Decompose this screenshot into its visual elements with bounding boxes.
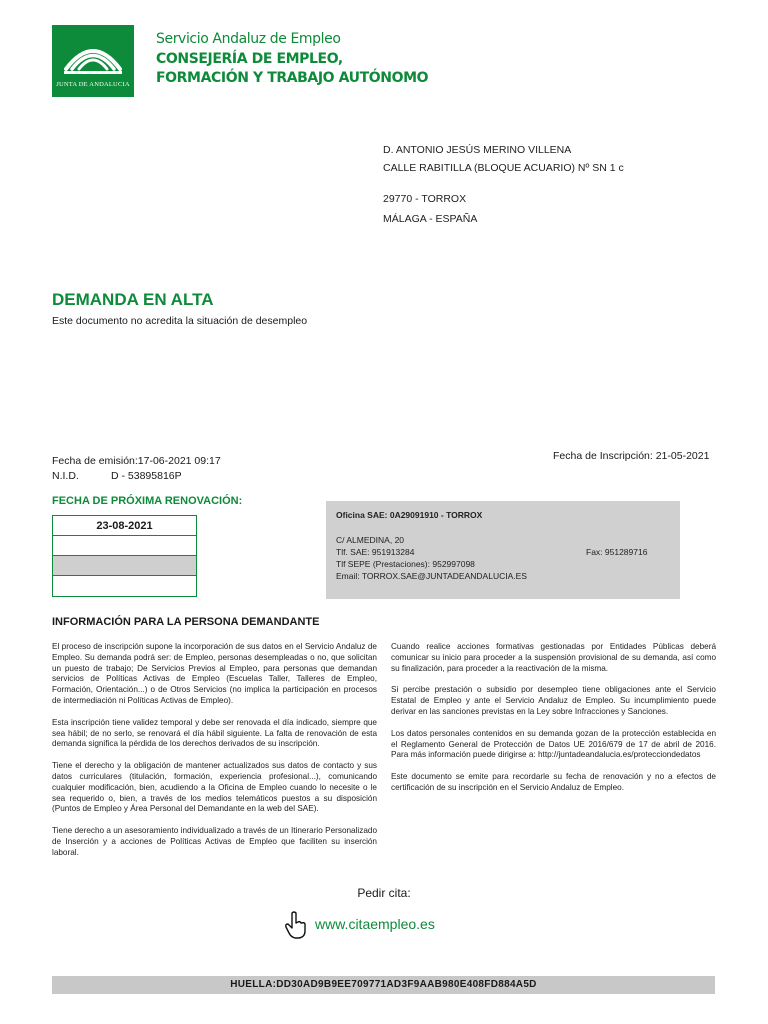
document-title: DEMANDA EN ALTA [52, 290, 214, 309]
renewal-label: FECHA DE PRÓXIMA RENOVACIÓN: [52, 495, 243, 507]
info-paragraph: Si percibe prestación o subsidio por desempleo tiene obligaciones ante el Servicio Estatal de Empleo y ante el Servicio Andaluz de Empleo. Su incumplimiento puede derivar en las sanciones previstas en la Ley sobre Infracciones y Sanciones. [391, 685, 716, 716]
info-paragraph: Tiene derecho a un asesoramiento individualizado a través de un Itinerario Personalizado de Inserción y a acciones de Políticas Activas de Empleo que faciliten su inserción laboral. [52, 826, 377, 857]
office-name: Oficina SAE: 0A29091910 - TORROX [336, 510, 483, 520]
nid-value: D - 53895816P [111, 470, 182, 482]
renewal-row [53, 556, 196, 576]
logo-text: JUNTA DE ANDALUCIA [56, 81, 130, 88]
office-box [326, 501, 680, 599]
info-paragraph: El proceso de inscripción supone la incorporación de sus datos en el Servicio Andaluz de Empleo. Su demanda podrá ser: de Empleo, personas desempleadas o no, que solicitan un puesto de trabajo; De Servicios Previos al Empleo, para personas que demandan servicios de Políticas Activas de Empleo (Escuelas Taller, Talleres de Empleo, Formación, Orientación...) o de Otros Servicios (no implica la participación en procesos de intermediación ni Políticas Activas de Empleo). [52, 642, 377, 705]
info-paragraph: Los datos personales contenidos en su demanda gozan de la protección establecida en el Reglamento General de Protección de Datos UE 2016/679 de 17 de abril de 2016. Para más información puede dirigirse a: http://juntadeandalucia.es/protecciondedatos [391, 728, 716, 760]
renewal-date: 23-08-2021 [96, 520, 153, 532]
cita-label: Pedir cita: [357, 886, 411, 900]
info-paragraph: Este documento se emite para recordarle su fecha de renovación y no a efectos de certificación de su inscripción en el Servicio Andaluz de Empleo. [391, 772, 716, 792]
ministry-line-1: CONSEJERÍA DE EMPLEO, [156, 51, 343, 67]
office-tel-sae: Tlf. SAE: 951913284 [336, 547, 415, 557]
renewal-row [53, 536, 196, 556]
hand-pointer-icon [284, 911, 308, 944]
renewal-table [52, 515, 197, 597]
nid-label: N.I.D. [52, 470, 79, 482]
inscription-date: Fecha de Inscripción: 21-05-2021 [553, 450, 710, 462]
recipient-street: CALLE RABITILLA (BLOQUE ACUARIO) Nº SN 1 c [383, 162, 624, 174]
office-tel-sepe: Tlf SEPE (Prestaciones): 952997098 [336, 559, 475, 569]
info-paragraph: Esta inscripción tiene validez temporal y debe ser renovada el día indicado, siempre que sea hábil; de no serlo, se renovará el día hábil siguiente. La falta de renovación de esta demanda significa la pérdida de los derechos derivados de su inscripción. [52, 717, 377, 749]
agency-name: Servicio Andaluz de Empleo [156, 31, 341, 47]
info-title: INFORMACIÓN PARA LA PERSONA DEMANDANTE [52, 616, 320, 628]
office-street: C/ ALMEDINA, 20 [336, 535, 405, 545]
document-subtitle: Este documento no acredita la situación de desempleo [52, 315, 308, 327]
info-paragraph: Cuando realice acciones formativas gestionadas por Entidades Públicas deberá comunicar su inicio para proceder a la suspensión provisional de su demanda, así como su finalización, para proceder a la reactivación de la misma. [391, 642, 716, 673]
info-paragraph: Tiene el derecho y la obligación de mantener actualizados sus datos de contacto y sus datos curriculares (titulación, formación, experiencia profesional...), comunicando cualquier modificación, bien, acudiendo a la Oficina de Empleo cuando lo necesite o le sea requerido o, bien, a través de los medios telemáticos puestos a su disposición (Puntos de Empleo y Área Personal del Demandante en la web del SAE). [52, 761, 377, 814]
info-right-column [391, 642, 716, 805]
junta-andalucia-logo [52, 25, 134, 97]
ministry-line-2: FORMACIÓN Y TRABAJO AUTÓNOMO [156, 70, 429, 86]
recipient-region: MÁLAGA - ESPAÑA [383, 213, 478, 225]
info-left-column [52, 642, 377, 870]
renewal-row [53, 576, 196, 596]
office-email: Email: TORROX.SAE@JUNTADEANDALUCIA.ES [336, 571, 527, 581]
emission-date: Fecha de emisión:17-06-2021 09:17 [52, 455, 221, 467]
recipient-name: D. ANTONIO JESÚS MERINO VILLENA [383, 144, 572, 156]
recipient-postal: 29770 - TORROX [383, 193, 467, 205]
renewal-row [53, 516, 196, 536]
cita-link[interactable]: www.citaempleo.es [315, 916, 435, 932]
office-fax: Fax: 951289716 [586, 547, 648, 557]
huella-bar: HUELLA:DD30AD9B9EE709771AD3F9AAB980E408FD884A5D [52, 976, 715, 994]
